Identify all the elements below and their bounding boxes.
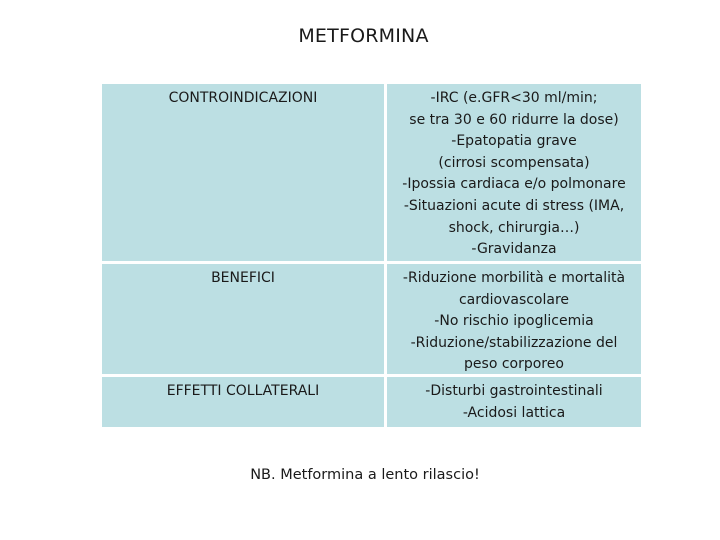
info-table bbox=[102, 84, 641, 427]
content-line: -Riduzione morbilità e mortalità bbox=[402, 270, 626, 286]
content-line: (cirrosi scompensata) bbox=[438, 154, 590, 171]
table-row-controindicazioni bbox=[102, 84, 641, 261]
content-line: -Situazioni acute di stress (IMA, bbox=[403, 197, 625, 214]
table-row-effetti-collaterali bbox=[102, 377, 641, 427]
content-line: -No rischio ipoglicemia bbox=[434, 313, 594, 330]
row-label-text: CONTROINDICAZIONI bbox=[168, 90, 318, 106]
row-label-effetti-collaterali bbox=[102, 377, 384, 427]
content-line: shock, chirurgia…) bbox=[448, 219, 580, 236]
content-line: -Gravidanza bbox=[471, 241, 557, 258]
row-content-controindicazioni bbox=[387, 84, 641, 261]
content-line: se tra 30 e 60 ridurre la dose) bbox=[409, 111, 619, 128]
page-title: METFORMINA bbox=[298, 25, 429, 47]
content-line: -Disturbi gastrointestinali bbox=[425, 383, 603, 399]
footnote: NB. Metformina a lento rilascio! bbox=[250, 467, 480, 483]
content-line: peso corporeo bbox=[464, 356, 564, 373]
content-line: cardiovascolare bbox=[458, 291, 570, 308]
row-content-benefici bbox=[387, 264, 641, 374]
content-line: -Riduzione/stabilizzazione del bbox=[410, 334, 618, 351]
content-line: -IRC (e.GFR<30 ml/min; bbox=[430, 90, 598, 106]
row-label-controindicazioni bbox=[102, 84, 384, 261]
row-label-text: EFFETTI COLLATERALI bbox=[166, 383, 320, 399]
content-line: -Acidosi lattica bbox=[462, 404, 566, 421]
row-content-effetti-collaterali bbox=[387, 377, 641, 427]
content-line: -Epatopatia grave bbox=[451, 133, 577, 150]
row-label-benefici bbox=[102, 264, 384, 374]
table-row-benefici bbox=[102, 264, 641, 374]
content-line: -Ipossia cardiaca e/o polmonare bbox=[402, 176, 626, 193]
row-label-text: BENEFICI bbox=[211, 270, 275, 286]
